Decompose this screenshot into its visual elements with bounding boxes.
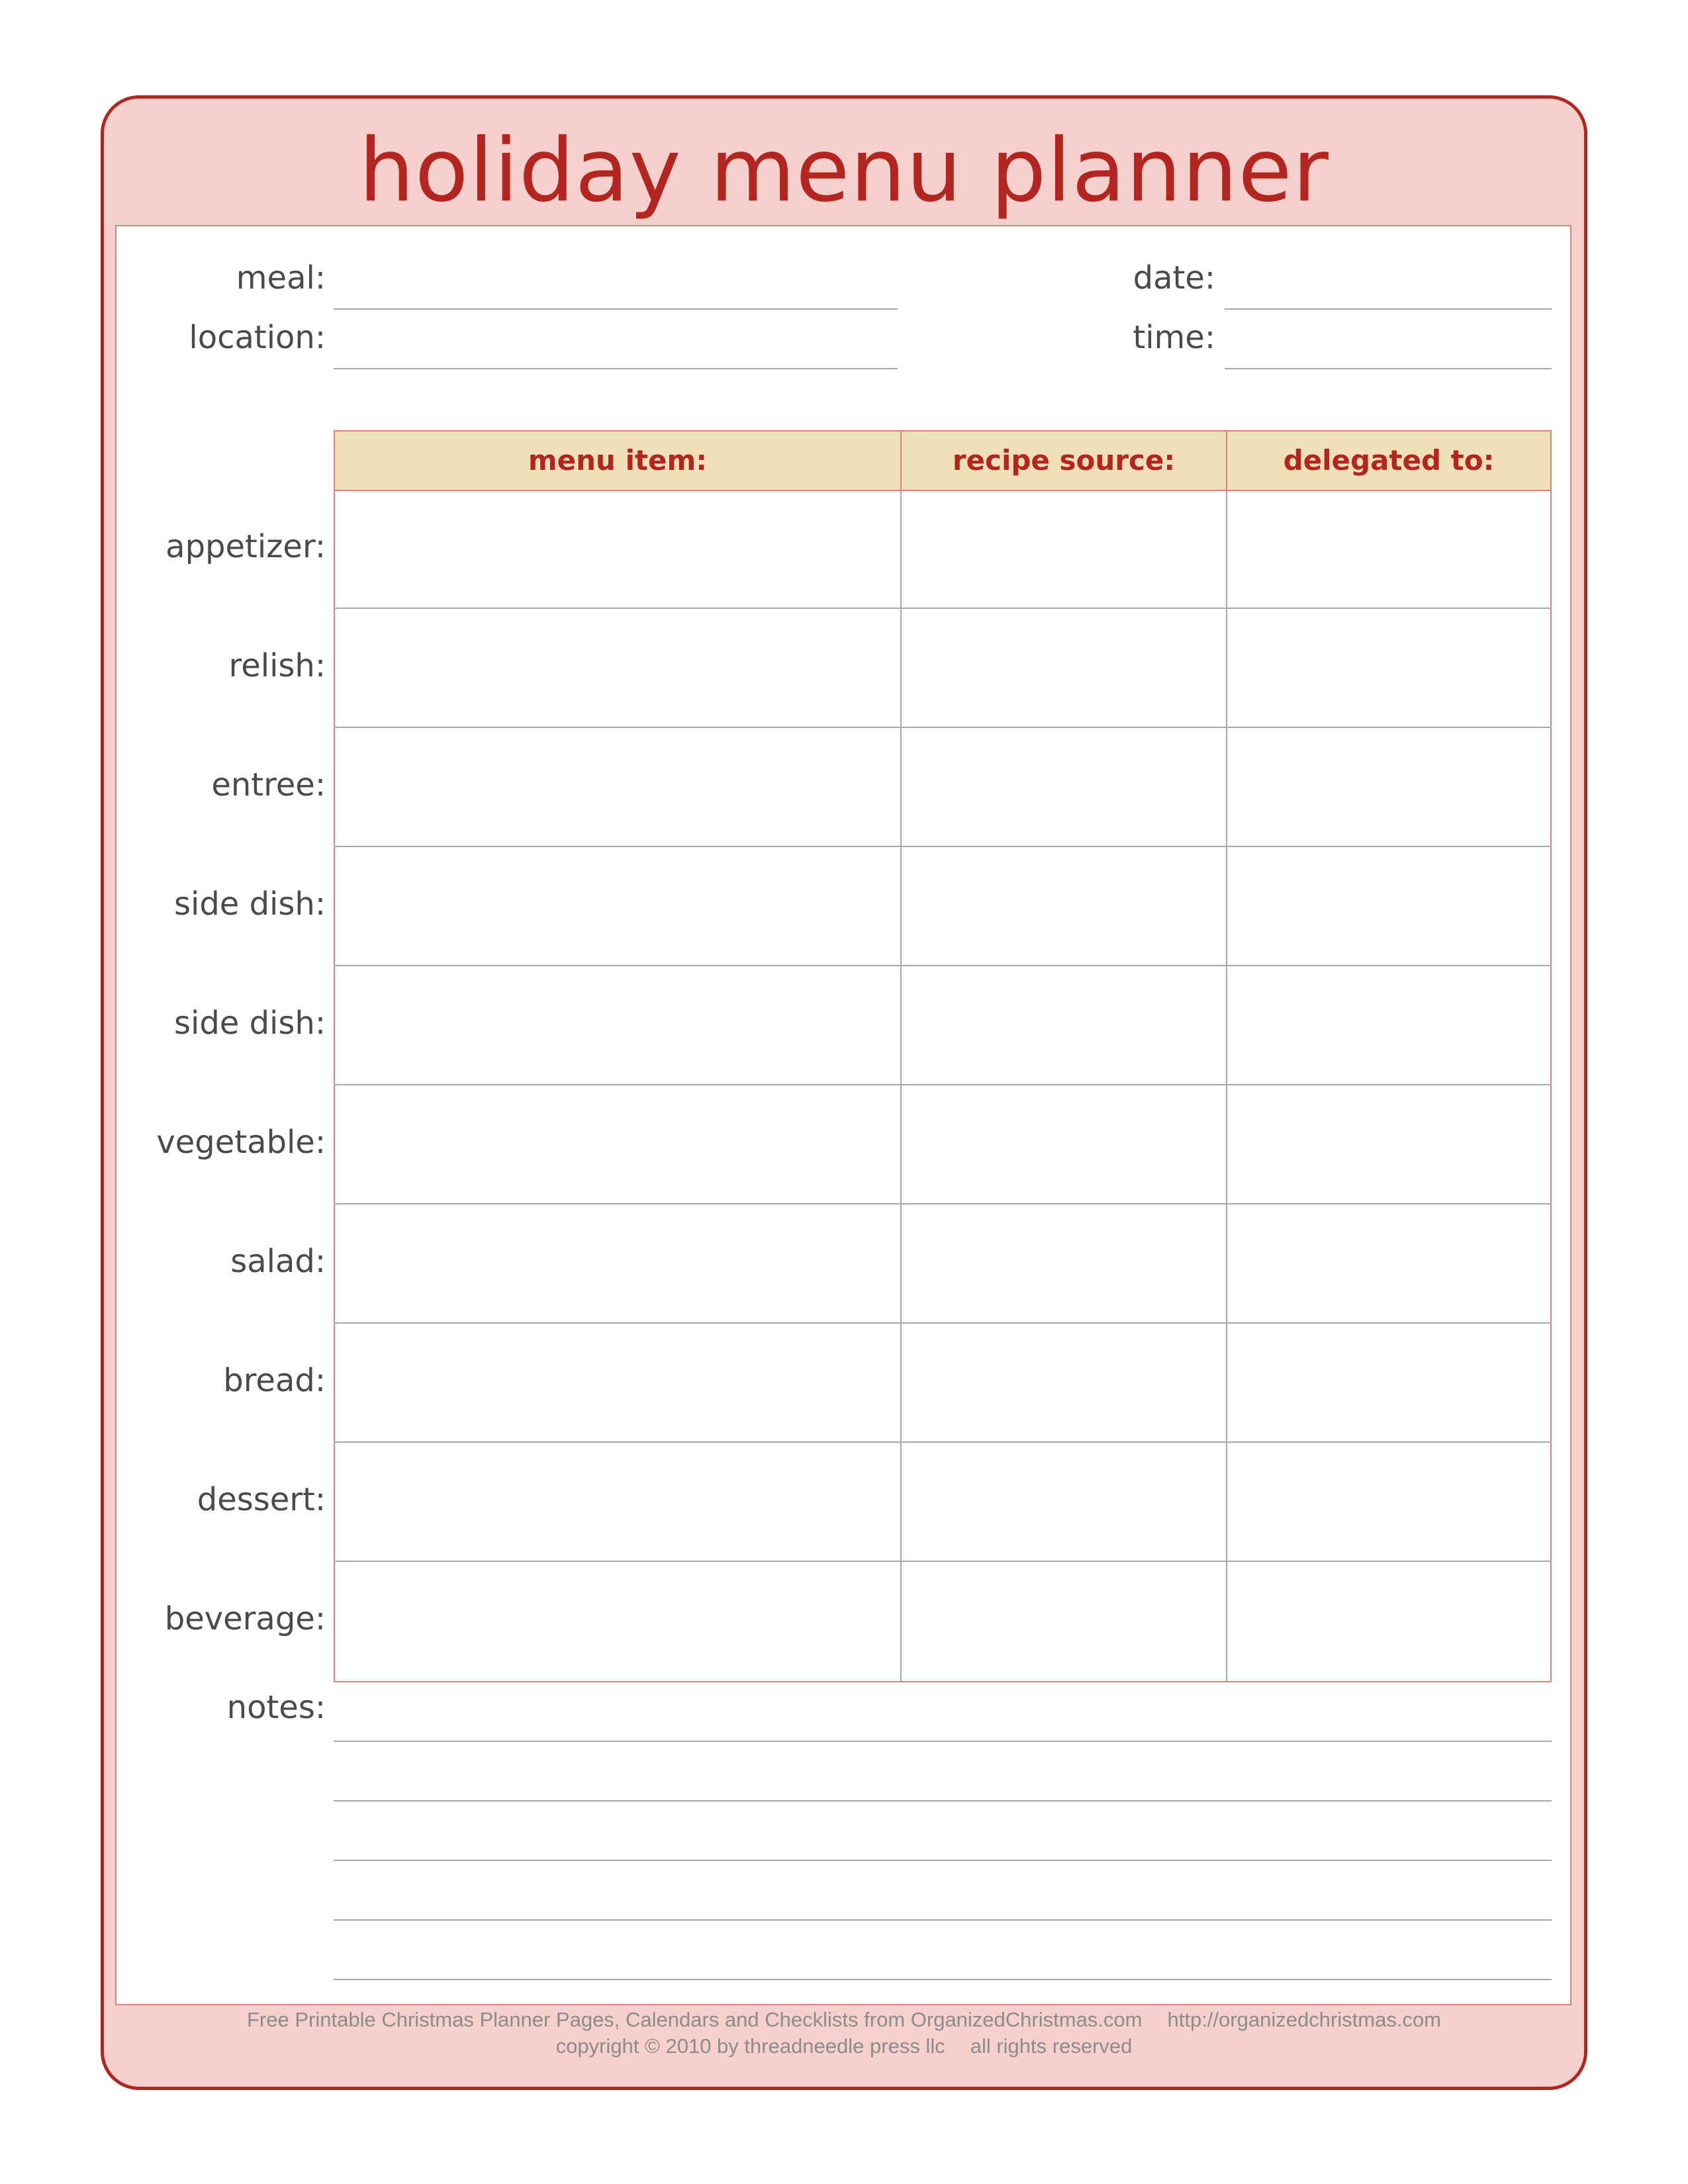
notes-line[interactable] xyxy=(334,1979,1552,1980)
footer-url-link[interactable]: http://organizedchristmas.com xyxy=(1167,2008,1441,2031)
row-label-vegetable: vegetable: xyxy=(156,1124,326,1161)
row-divider xyxy=(334,846,1552,847)
notes-label: notes: xyxy=(226,1689,326,1726)
column-divider xyxy=(900,491,902,1681)
row-label-side-dish-1: side dish: xyxy=(173,886,326,923)
row-label-relish: relish: xyxy=(228,647,326,684)
notes-line[interactable] xyxy=(334,1919,1552,1921)
column-divider xyxy=(1226,491,1227,1681)
row-divider xyxy=(334,727,1552,728)
time-field[interactable] xyxy=(1225,368,1552,369)
header-delegated-to: delegated to: xyxy=(1283,444,1495,477)
menu-table xyxy=(334,430,1552,1682)
row-divider xyxy=(334,1561,1552,1562)
row-label-bread: bread: xyxy=(223,1362,326,1399)
notes-line[interactable] xyxy=(334,1860,1552,1861)
row-divider xyxy=(334,608,1552,609)
row-label-side-dish-2: side dish: xyxy=(173,1005,326,1042)
row-divider xyxy=(334,965,1552,966)
row-label-appetizer: appetizer: xyxy=(165,528,326,565)
footer-copyright: copyright © 2010 by threadneedle press llc xyxy=(555,2034,945,2058)
row-divider xyxy=(334,1084,1552,1085)
time-label: time: xyxy=(1133,319,1215,356)
footer-line-1 xyxy=(0,2008,1688,2032)
header-recipe-source: recipe source: xyxy=(952,444,1176,477)
row-label-salad: salad: xyxy=(230,1243,326,1280)
footer-promo-text: Free Printable Christmas Planner Pages, Calendars and Checklists from OrganizedChristmas.com xyxy=(247,2008,1143,2031)
row-label-entree: entree: xyxy=(211,766,326,803)
footer-line-2 xyxy=(0,2034,1688,2058)
header-menu-item: menu item: xyxy=(528,444,708,477)
footer-rights: all rights reserved xyxy=(970,2034,1133,2058)
notes-line[interactable] xyxy=(334,1741,1552,1742)
date-field[interactable] xyxy=(1225,308,1552,310)
notes-line[interactable] xyxy=(334,1800,1552,1801)
page-title: holiday menu planner xyxy=(359,120,1329,222)
row-divider xyxy=(334,1441,1552,1443)
meal-field[interactable] xyxy=(334,308,898,310)
row-divider xyxy=(334,1203,1552,1205)
table-header xyxy=(335,432,1550,491)
meal-label: meal: xyxy=(236,259,326,296)
row-label-beverage: beverage: xyxy=(164,1600,326,1637)
location-label: location: xyxy=(189,319,326,356)
location-field[interactable] xyxy=(334,368,898,369)
row-divider xyxy=(334,1322,1552,1324)
date-label: date: xyxy=(1133,259,1215,296)
column-divider xyxy=(1226,432,1227,490)
column-divider xyxy=(900,432,902,490)
row-label-dessert: dessert: xyxy=(197,1481,326,1518)
